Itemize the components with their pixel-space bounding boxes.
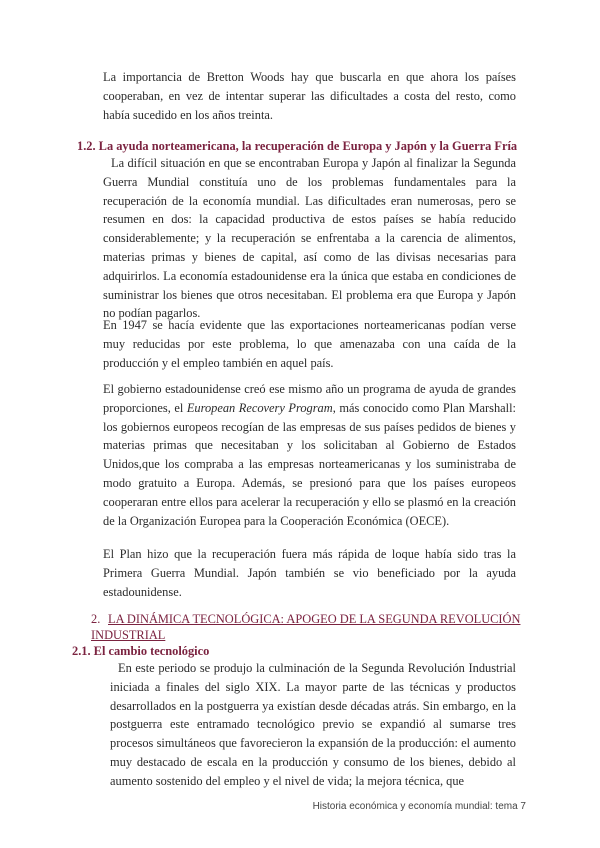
- section-1-2-paragraph-1: La difícil situación en que se encontraban Europa y Japón al finalizar la Segunda Guerra Mundial constituía uno de los problemas fundamentales para la recuperación de la economía mundial. Las dificultades eran numerosas, pero se resumen en dos: la capacidad productiva de estos países se había reducido considerablemente; y la recuperación se enfrentaba a la carencia de alimentos, materias primas y bienes de capital, así como de las divisas necesarias para adquirirlos. La economía estadounidense era la única que estaba en condiciones de suministrar los bienes que otros necesitaban. El problema era que Europa y Japón no podían pagarlos.: [103, 156, 516, 321]
- section-2-1-heading: 2.1. El cambio tecnológico: [72, 644, 210, 658]
- section-1-2-heading: 1.2. La ayuda norteamericana, la recuperación de Europa y Japón y la Guerra Fría: [77, 139, 518, 153]
- paragraph-3-text-start: El gobierno estadounidense creó ese mismo año un programa de ayuda de grandes proporciones, el: [103, 382, 516, 415]
- european-recovery-program-italic: European Recovery Program: [186, 400, 333, 415]
- section-2-number: 2.: [91, 612, 101, 626]
- paragraph-3-text-end: , más conocido como Plan Marshall: los gobiernos europeos recogían de las empresas de sus países pedidos de bienes y materias primas que necesitaban y los solicitaban al Gobierno de Estados Unidos,que los compraba a las empresas norteamericanas y los suministraba de modo gratuito a Europa. Además, se presionó para que los países europeos cooperaran entre ellos para acelerar la recuperación y ello se plasmó en la creación de la Organización Europea para la Cooperación Económica (OECE).: [103, 400, 516, 528]
- section-2-heading-text: LA DINÁMICA TECNOLÓGICA: APOGEO DE LA SEGUNDA REVOLUCIÓN INDUSTRIAL: [91, 612, 521, 642]
- page-footer: Historia económica y economía mundial: tema 7: [312, 801, 526, 812]
- section-1-2-paragraph-3: [103, 380, 516, 530]
- section-1-2-paragraph-4: El Plan hizo que la recuperación fuera más rápida de loque había sido tras la Primera Guerra Mundial. Japón también se vio beneficiado por la ayuda estadounidense.: [103, 547, 516, 599]
- intro-paragraph: La importancia de Bretton Woods hay que buscarla en que ahora los países cooperaban, en vez de intentar superar las dificultades a costa del resto, como había sucedido en los años treinta.: [103, 70, 516, 122]
- section-2-1-paragraph-1: En este periodo se produjo la culminación de la Segunda Revolución Industrial iniciada a finales del siglo XIX. La mayor parte de las técnicas y productos desarrollados en la postguerra ya existían desde décadas atrás. Sin embargo, en la postguerra este entramado tecnológico previo se expandió al sumarse tres procesos simultáneos que favorecieron la expansión de la producción: el aumento muy destacado de escala en la producción y consumo de los bienes, debido al aumento sostenido del empleo y el nivel de vida; la mejora técnica, que: [110, 661, 516, 788]
- section-2-heading: [91, 611, 521, 643]
- section-1-2-paragraph-2: En 1947 se hacía evidente que las exportaciones norteamericanas podían verse muy reducidas por este problema, lo que amenazaba con una caída de la producción y el empleo también en aquel país.: [103, 318, 516, 370]
